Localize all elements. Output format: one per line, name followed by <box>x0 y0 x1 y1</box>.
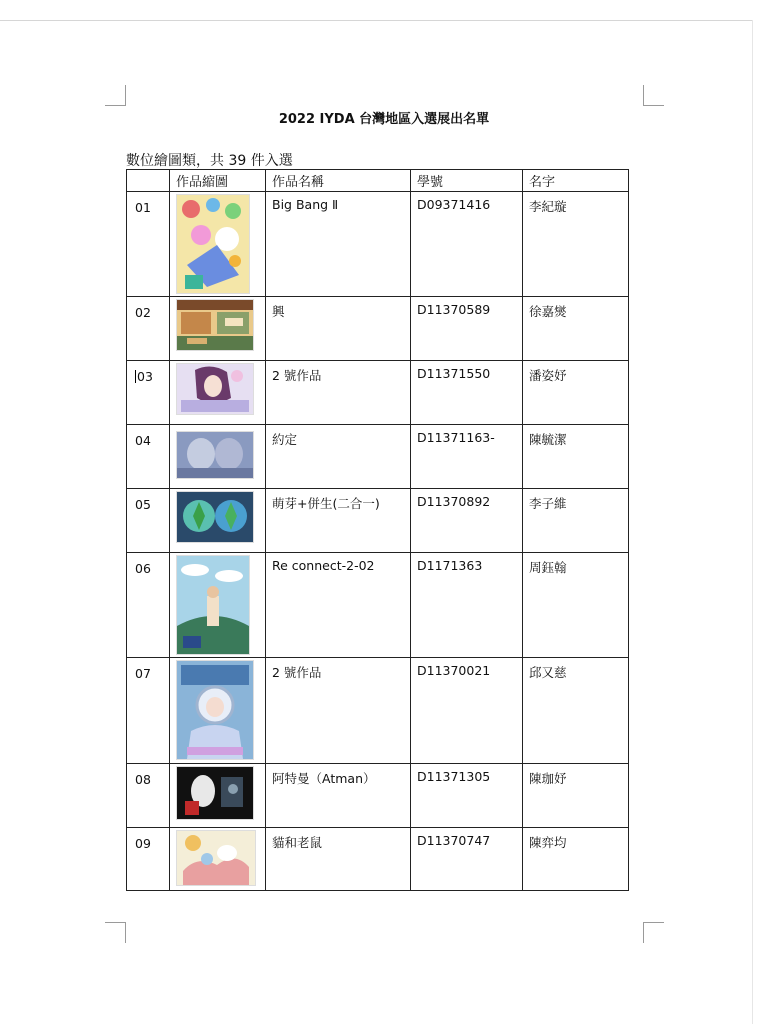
table-row <box>127 489 629 553</box>
row-name: 徐嘉爕 <box>523 297 629 361</box>
row-student-id: D09371416 <box>411 192 523 297</box>
artwork-thumbnail-image <box>176 555 250 655</box>
row-number: 06 <box>127 553 170 658</box>
row-number: 07 <box>127 658 170 764</box>
row-work-title: 阿特曼（Atman） <box>266 764 411 828</box>
table-row <box>127 658 629 764</box>
entries-table <box>126 169 629 891</box>
row-thumbnail <box>170 658 266 764</box>
crop-mark-bottom-right <box>643 922 664 943</box>
header-number <box>127 170 170 192</box>
header-name: 名字 <box>523 170 629 192</box>
crop-mark-top-right <box>643 85 664 106</box>
row-number: 04 <box>127 425 170 489</box>
document-title: 2022 IYDA 台灣地區入選展出名單 <box>278 112 490 127</box>
row-thumbnail <box>170 828 266 891</box>
page-top-edge <box>0 20 752 21</box>
row-number: 05 <box>127 489 170 553</box>
row-work-title: 約定 <box>266 425 411 489</box>
row-work-title: 2 號作品 <box>266 658 411 764</box>
row-work-title: Re connect-2-02 <box>266 553 411 658</box>
row-name: 李紀璇 <box>523 192 629 297</box>
row-number: 02 <box>127 297 170 361</box>
row-thumbnail <box>170 764 266 828</box>
table-row <box>127 764 629 828</box>
category-subtitle: 數位繪圖類，共 39 件入選 <box>126 153 293 169</box>
row-name: 陳珈妤 <box>523 764 629 828</box>
row-number: 03 <box>127 361 170 425</box>
row-thumbnail <box>170 489 266 553</box>
row-number: 01 <box>127 192 170 297</box>
row-name: 周鈺翰 <box>523 553 629 658</box>
row-number: 09 <box>127 828 170 891</box>
artwork-thumbnail-image <box>176 194 250 294</box>
row-thumbnail <box>170 425 266 489</box>
row-name: 邱又慈 <box>523 658 629 764</box>
row-work-title: 貓和老鼠 <box>266 828 411 891</box>
artwork-thumbnail-image <box>176 491 254 543</box>
text-cursor <box>135 370 136 383</box>
artwork-thumbnail-image <box>176 299 254 351</box>
table-row <box>127 297 629 361</box>
row-thumbnail <box>170 297 266 361</box>
row-student-id: D11370589 <box>411 297 523 361</box>
table-header-row <box>127 170 629 192</box>
row-name: 陳弈均 <box>523 828 629 891</box>
row-thumbnail <box>170 361 266 425</box>
row-work-title: Big Bang Ⅱ <box>266 192 411 297</box>
row-student-id: D11371550 <box>411 361 523 425</box>
row-work-title: 興 <box>266 297 411 361</box>
crop-mark-top-left <box>105 85 126 106</box>
artwork-thumbnail-image <box>176 363 254 415</box>
table-row <box>127 192 629 297</box>
page-right-edge <box>752 20 753 1024</box>
table-row <box>127 425 629 489</box>
row-student-id: D11370892 <box>411 489 523 553</box>
artwork-thumbnail-image <box>176 431 254 479</box>
row-thumbnail <box>170 553 266 658</box>
row-work-title: 萌芽+併生(二合一) <box>266 489 411 553</box>
row-student-id: D11370747 <box>411 828 523 891</box>
row-student-id: D11371163- <box>411 425 523 489</box>
row-student-id: D11370021 <box>411 658 523 764</box>
header-student-id: 學號 <box>411 170 523 192</box>
row-name: 李子維 <box>523 489 629 553</box>
table-row <box>127 828 629 891</box>
row-name: 陳毓潔 <box>523 425 629 489</box>
row-work-title: 2 號作品 <box>266 361 411 425</box>
row-thumbnail <box>170 192 266 297</box>
table-row <box>127 361 629 425</box>
header-thumbnail: 作品縮圖 <box>170 170 266 192</box>
artwork-thumbnail-image <box>176 660 254 760</box>
row-number: 08 <box>127 764 170 828</box>
header-work-title: 作品名稱 <box>266 170 411 192</box>
artwork-thumbnail-image <box>176 766 254 820</box>
row-student-id: D1171363 <box>411 553 523 658</box>
table-row <box>127 553 629 658</box>
row-student-id: D11371305 <box>411 764 523 828</box>
artwork-thumbnail-image <box>176 830 256 886</box>
row-name: 潘姿妤 <box>523 361 629 425</box>
crop-mark-bottom-left <box>105 922 126 943</box>
